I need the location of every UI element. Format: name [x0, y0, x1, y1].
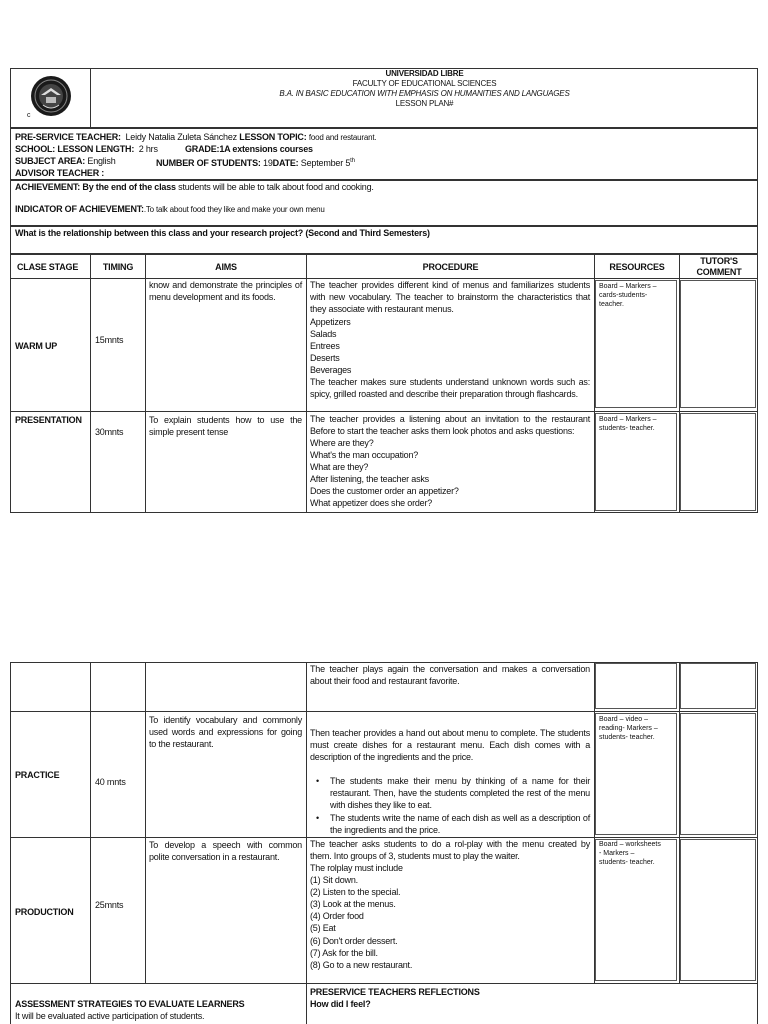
timing-practice: 40 mnts [95, 777, 126, 787]
procedure-warm-up-intro: The teacher provides different kind of menus and familiarizes students with new vocabulary. The teacher to brainstorm the characteristics that they associate with restaurant menus. [310, 280, 590, 314]
timing-presentation: 30mnts [95, 427, 124, 437]
bullet-icon: • [316, 813, 319, 823]
table-line [10, 983, 758, 984]
resource-line: cards-students- [599, 292, 648, 299]
resource-line: - Markers – [599, 850, 635, 857]
table-line [10, 411, 758, 412]
col-header-aims: AIMS [215, 262, 237, 272]
col-header-timing: TIMING [102, 262, 134, 272]
resources-production [599, 840, 661, 867]
question-line: Where are they? [310, 438, 374, 448]
students-label: NUMBER OF STUDENTS: [156, 158, 261, 168]
teacher-value: Leidy Natalia Zuleta Sánchez [125, 132, 237, 142]
steps-title: The rolplay must include [310, 863, 403, 873]
col-header-procedure: PROCEDURE [422, 262, 479, 272]
table-line [145, 662, 146, 983]
header-line-university: UNIVERSIDAD LIBRE [385, 69, 464, 78]
subject-label: SUBJECT AREA: [15, 156, 86, 166]
cell-border [680, 713, 756, 835]
stage-practice: PRACTICE [15, 770, 60, 780]
grade-row [185, 143, 313, 155]
resource-line: reading- Markers – [599, 725, 658, 732]
question-line: What's the man occupation? [310, 450, 419, 461]
stage-presentation: PRESENTATION [15, 415, 82, 425]
aims-production: To develop a speech with common polite conversation in a restaurant. [149, 840, 302, 862]
question-line: Does the customer order an appetizer? [310, 486, 459, 497]
subject-value: English [87, 156, 116, 166]
question-line: What appetizer does she order? [310, 498, 433, 509]
procedure-continued: The teacher plays again the conversation and makes a conversation about their food and restaurant favorite. [310, 664, 590, 686]
indicator-value: .To talk about food they like and make your own menu [143, 205, 325, 214]
resource-line: students- teacher. [599, 859, 655, 866]
school-label: SCHOOL: [15, 144, 56, 154]
menu-item-salads: Salads [310, 329, 337, 340]
question-line: After listening, the teacher asks [310, 474, 429, 485]
aims-warm-up: know and demonstrate the principles of menu development and its foods. [149, 280, 302, 302]
cell-border [680, 280, 756, 408]
stage-warm-up: WARM UP [15, 341, 58, 351]
header-line-faculty: FACULTY OF EDUCATIONAL SCIENCES [352, 79, 497, 88]
date-value: September 5 [300, 158, 351, 168]
table-line [306, 254, 307, 513]
col-header-tutor-2: COMMENT [696, 267, 742, 277]
timing-warm-up: 15mnts [95, 335, 124, 345]
procedure-production-steps [310, 862, 412, 971]
col-header-tutor-1: TUTOR'S [700, 256, 738, 266]
menu-item-deserts: Deserts [310, 353, 340, 364]
aims-practice: To identify vocabulary and commonly used words and expressions for going to the restaurant. [149, 715, 302, 749]
procedure-presentation-intro: The teacher provides a listening about an invitation to the restaurant Before to start the teacher asks them look photos and asks questions: [310, 414, 590, 436]
school-row [15, 143, 158, 155]
resource-line: students- teacher. [599, 425, 655, 432]
students-value: 19 [263, 158, 273, 168]
bullet-icon: • [316, 776, 319, 786]
step-item: (3) Look at the menus. [310, 899, 396, 910]
step-item: (2) Listen to the special. [310, 887, 401, 898]
aims-presentation: To explain students how to use the simple present tense [149, 415, 302, 437]
timing-production: 25mnts [95, 900, 124, 910]
procedure-warm-up-items [310, 316, 351, 376]
resource-line: Board – Markers – [599, 283, 657, 290]
achievement-row [15, 181, 374, 193]
teacher-label: PRE-SERVICE TEACHER: [15, 132, 121, 142]
table-line [90, 254, 91, 513]
stage-production: PRODUCTION [15, 907, 74, 917]
table-line [90, 662, 91, 983]
grade-value: 1A extensions courses [219, 144, 313, 154]
resource-line: students- teacher. [599, 734, 655, 741]
step-item: (8) Go to a new restaurant. [310, 959, 413, 970]
research-question: What is the relationship between this class and your research project? (Second and Third Semesters) [15, 228, 430, 238]
step-item: (6) Don't order dessert. [310, 935, 398, 946]
length-label: LESSON LENGTH: [57, 144, 135, 154]
achievement-value: students will be able to talk about food and cooking. [178, 182, 374, 192]
col-header-stage: CLASE STAGE [17, 262, 79, 272]
step-item: (5) Eat [310, 923, 336, 934]
date-sup: th [350, 158, 355, 164]
header-line-plan: LESSON PLAN# [395, 99, 454, 108]
procedure-warm-up-end: The teacher makes sure students understand unknown words such as: spicy, grilled roasted and describe their preparation through flashcards. [310, 377, 590, 399]
resource-line: Board – Markers – [599, 416, 657, 423]
step-item: (7) Ask for the bill. [310, 947, 378, 958]
bullet-text: The students make their menu by thinking of a name for their restaurant. Then, have the students completed the rest of the menu with dishes they like to eat. [330, 776, 590, 810]
resource-line: teacher. [599, 301, 624, 308]
procedure-practice-bullet-1 [316, 775, 590, 811]
table-line [306, 662, 307, 1024]
reflection-title: PRESERVICE TEACHERS REFLECTIONS [310, 987, 480, 997]
students-row [156, 155, 355, 169]
procedure-practice: Then teacher provides a hand out about menu to complete. The students must create dishes for a restaurant menu. Each dish comes with a description of the ingredients and the price. [310, 728, 590, 762]
header-line-program: B.A. IN BASIC EDUCATION WITH EMPHASIS ON HUMANITIES AND LANGUAGES [279, 89, 570, 98]
assessment-title: ASSESSMENT STRATEGIES TO EVALUATE LEARNERS [15, 999, 245, 1009]
menu-item-entrees: Entrees [310, 341, 340, 352]
subject-row [15, 155, 116, 167]
reflection-question: How did I feel? [310, 999, 371, 1009]
menu-item-beverages: Beverages [310, 365, 352, 376]
cell-border [680, 839, 756, 981]
assessment-value: It will be evaluated active participation of students. [15, 1011, 205, 1021]
bullet-text: The students write the name of each dish as well as a description of the ingredients and the price. [330, 813, 590, 835]
resources-warm-up [599, 282, 657, 309]
table-line [145, 254, 146, 513]
procedure-production: The teacher asks students to do a rol-play with the menu created by them. Into groups of 3, students must to play the waiter. [310, 839, 590, 861]
col-header-resources: RESOURCES [609, 262, 665, 272]
table-line [10, 711, 758, 712]
menu-item-appetizers: Appetizers [310, 317, 351, 327]
resources-presentation [599, 415, 657, 433]
topic-value: food and restaurant. [308, 133, 377, 142]
procedure-practice-bullet-2 [316, 812, 590, 836]
topic-label: LESSON TOPIC: [239, 132, 307, 142]
indicator-label: INDICATOR OF ACHIEVEMENT: [15, 204, 144, 214]
step-item: (4) Order food [310, 911, 364, 922]
length-value: 2 hrs [138, 144, 158, 154]
achievement-label: ACHIEVEMENT: By the end of the class [15, 182, 176, 192]
resource-line: Board – video – [599, 716, 649, 723]
indicator-row [15, 203, 325, 216]
cell-border [680, 663, 756, 709]
resources-practice [599, 715, 658, 742]
grade-label: GRADE: [185, 144, 220, 154]
question-line: What are they? [310, 462, 369, 473]
cell-border [595, 663, 677, 709]
logo-mark: c [27, 112, 31, 119]
step-item: (1) Sit down. [310, 875, 358, 886]
cell-border [680, 413, 756, 511]
advisor-label: ADVISOR TEACHER : [15, 168, 105, 178]
procedure-presentation-lines [310, 437, 459, 510]
resource-line: Board – worksheets [599, 841, 661, 848]
date-label: DATE: [272, 158, 299, 168]
university-seal-icon [30, 75, 72, 117]
